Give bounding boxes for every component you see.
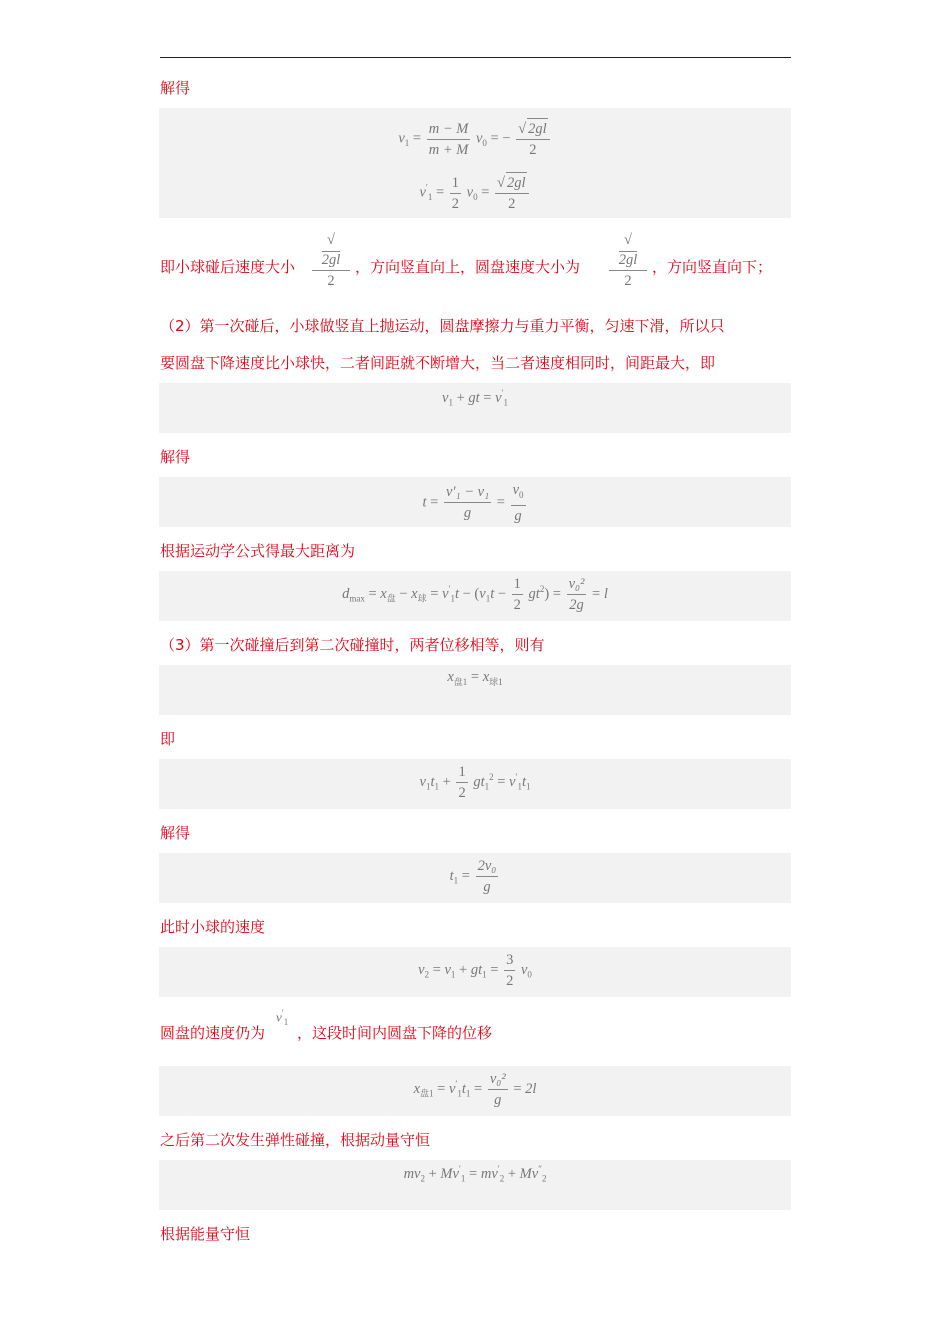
equation-t1: $t_1$ = $\frac{\text{2v₀}}{g}$ [449, 858, 497, 895]
equation-box-5 [159, 665, 791, 715]
equation-box-7 [159, 853, 791, 903]
text-disk-a: 圆盘的速度仍为 [160, 1024, 266, 1042]
inline-v1-prime: $v'_1$ [276, 1008, 289, 1027]
label-solve-1: 解得 [160, 79, 191, 97]
equation-speed-equal: $v_1$ + gt = $v'_1$ [442, 388, 508, 408]
equation-t: t = $\frac{\text{v′₁ − v₁}}{g}$ = $\frac{v_0}{g}$ [422, 482, 524, 524]
equation-box-2 [159, 383, 791, 433]
equation-box-1 [159, 108, 791, 218]
text-disk-b: ，这段时间内圆盘下降的位移 [297, 1024, 493, 1042]
equation-displacement-equal: $x_{盘1} = x_{球1}$ [447, 669, 503, 687]
equation-dmax: $d_{max} = x_盘 - x_球 = v'_1t - (v_1t$ − $\frac{1}{2}$ $gt^2$) = $\frac{\text{v₀²}}{2g}$ = l [342, 576, 608, 613]
equation-box-3 [159, 477, 791, 527]
equation-v2: $v_2 = v_1 + gt_1$ = $\frac{3}{2}$ $v_0$ [418, 952, 532, 989]
label-ji: 即 [160, 730, 176, 748]
label-kinematics: 根据运动学公式得最大距离为 [160, 542, 356, 560]
label-second-collision: 之后第二次发生弹性碰撞，根据动量守恒 [160, 1131, 431, 1149]
text-line-1b: ，方向竖直向上，圆盘速度大小为 [355, 258, 581, 276]
inline-fraction-2: √ 2gl 2 [609, 230, 647, 291]
equation-box-6 [159, 759, 791, 809]
equation-disk-displacement: $x_{盘1} = v'_1t_1$ = $\frac{\text{v₀²}}{g}$ = 2l [413, 1071, 537, 1108]
text-line-1c: ，方向竖直向下； [652, 258, 773, 276]
header-rule [160, 57, 791, 58]
text-part2-line1: （2）第一次碰后，小球做竖直上抛运动，圆盘摩擦力与重力平衡，匀速下滑，所以只 [160, 317, 725, 335]
text-line-1a: 即小球碰后速度大小 [160, 258, 296, 276]
inline-fraction-1: √ 2gl 2 [312, 230, 350, 291]
text-part2-line2: 要圆盘下降速度比小球快，二者间距就不断增大，当二者速度相同时，间距最大，即 [160, 354, 716, 372]
equation-box-8 [159, 947, 791, 997]
equation-v1-prime: $v'_1$ = $\frac{1}{2}$ $v_0$ = $\frac{√ 2gl}{2}$ [159, 172, 791, 214]
equation-box-4 [159, 571, 791, 621]
equation-v1: $v_1$ = $\frac{m - M}{m + M}$ $v_0$ = − $\frac{√ 2gl}{2}$ [159, 118, 791, 160]
equation-displacement: $v_1t_1$ + $\frac{1}{2}$ $gt_1^2 = v'_1t_1$ [419, 764, 531, 801]
label-energy: 根据能量守恒 [160, 1225, 251, 1243]
equation-box-9 [159, 1066, 791, 1116]
text-part3: （3）第一次碰撞后到第二次碰撞时，两者位移相等，则有 [160, 636, 545, 654]
label-ball-speed: 此时小球的速度 [160, 918, 266, 936]
equation-momentum: $mv_2 + Mv'_1 = mv'_2 + Mv''_2$ [403, 1164, 547, 1184]
label-solve-2: 解得 [160, 448, 191, 466]
equation-box-10 [159, 1160, 791, 1210]
label-solve-3: 解得 [160, 824, 191, 842]
